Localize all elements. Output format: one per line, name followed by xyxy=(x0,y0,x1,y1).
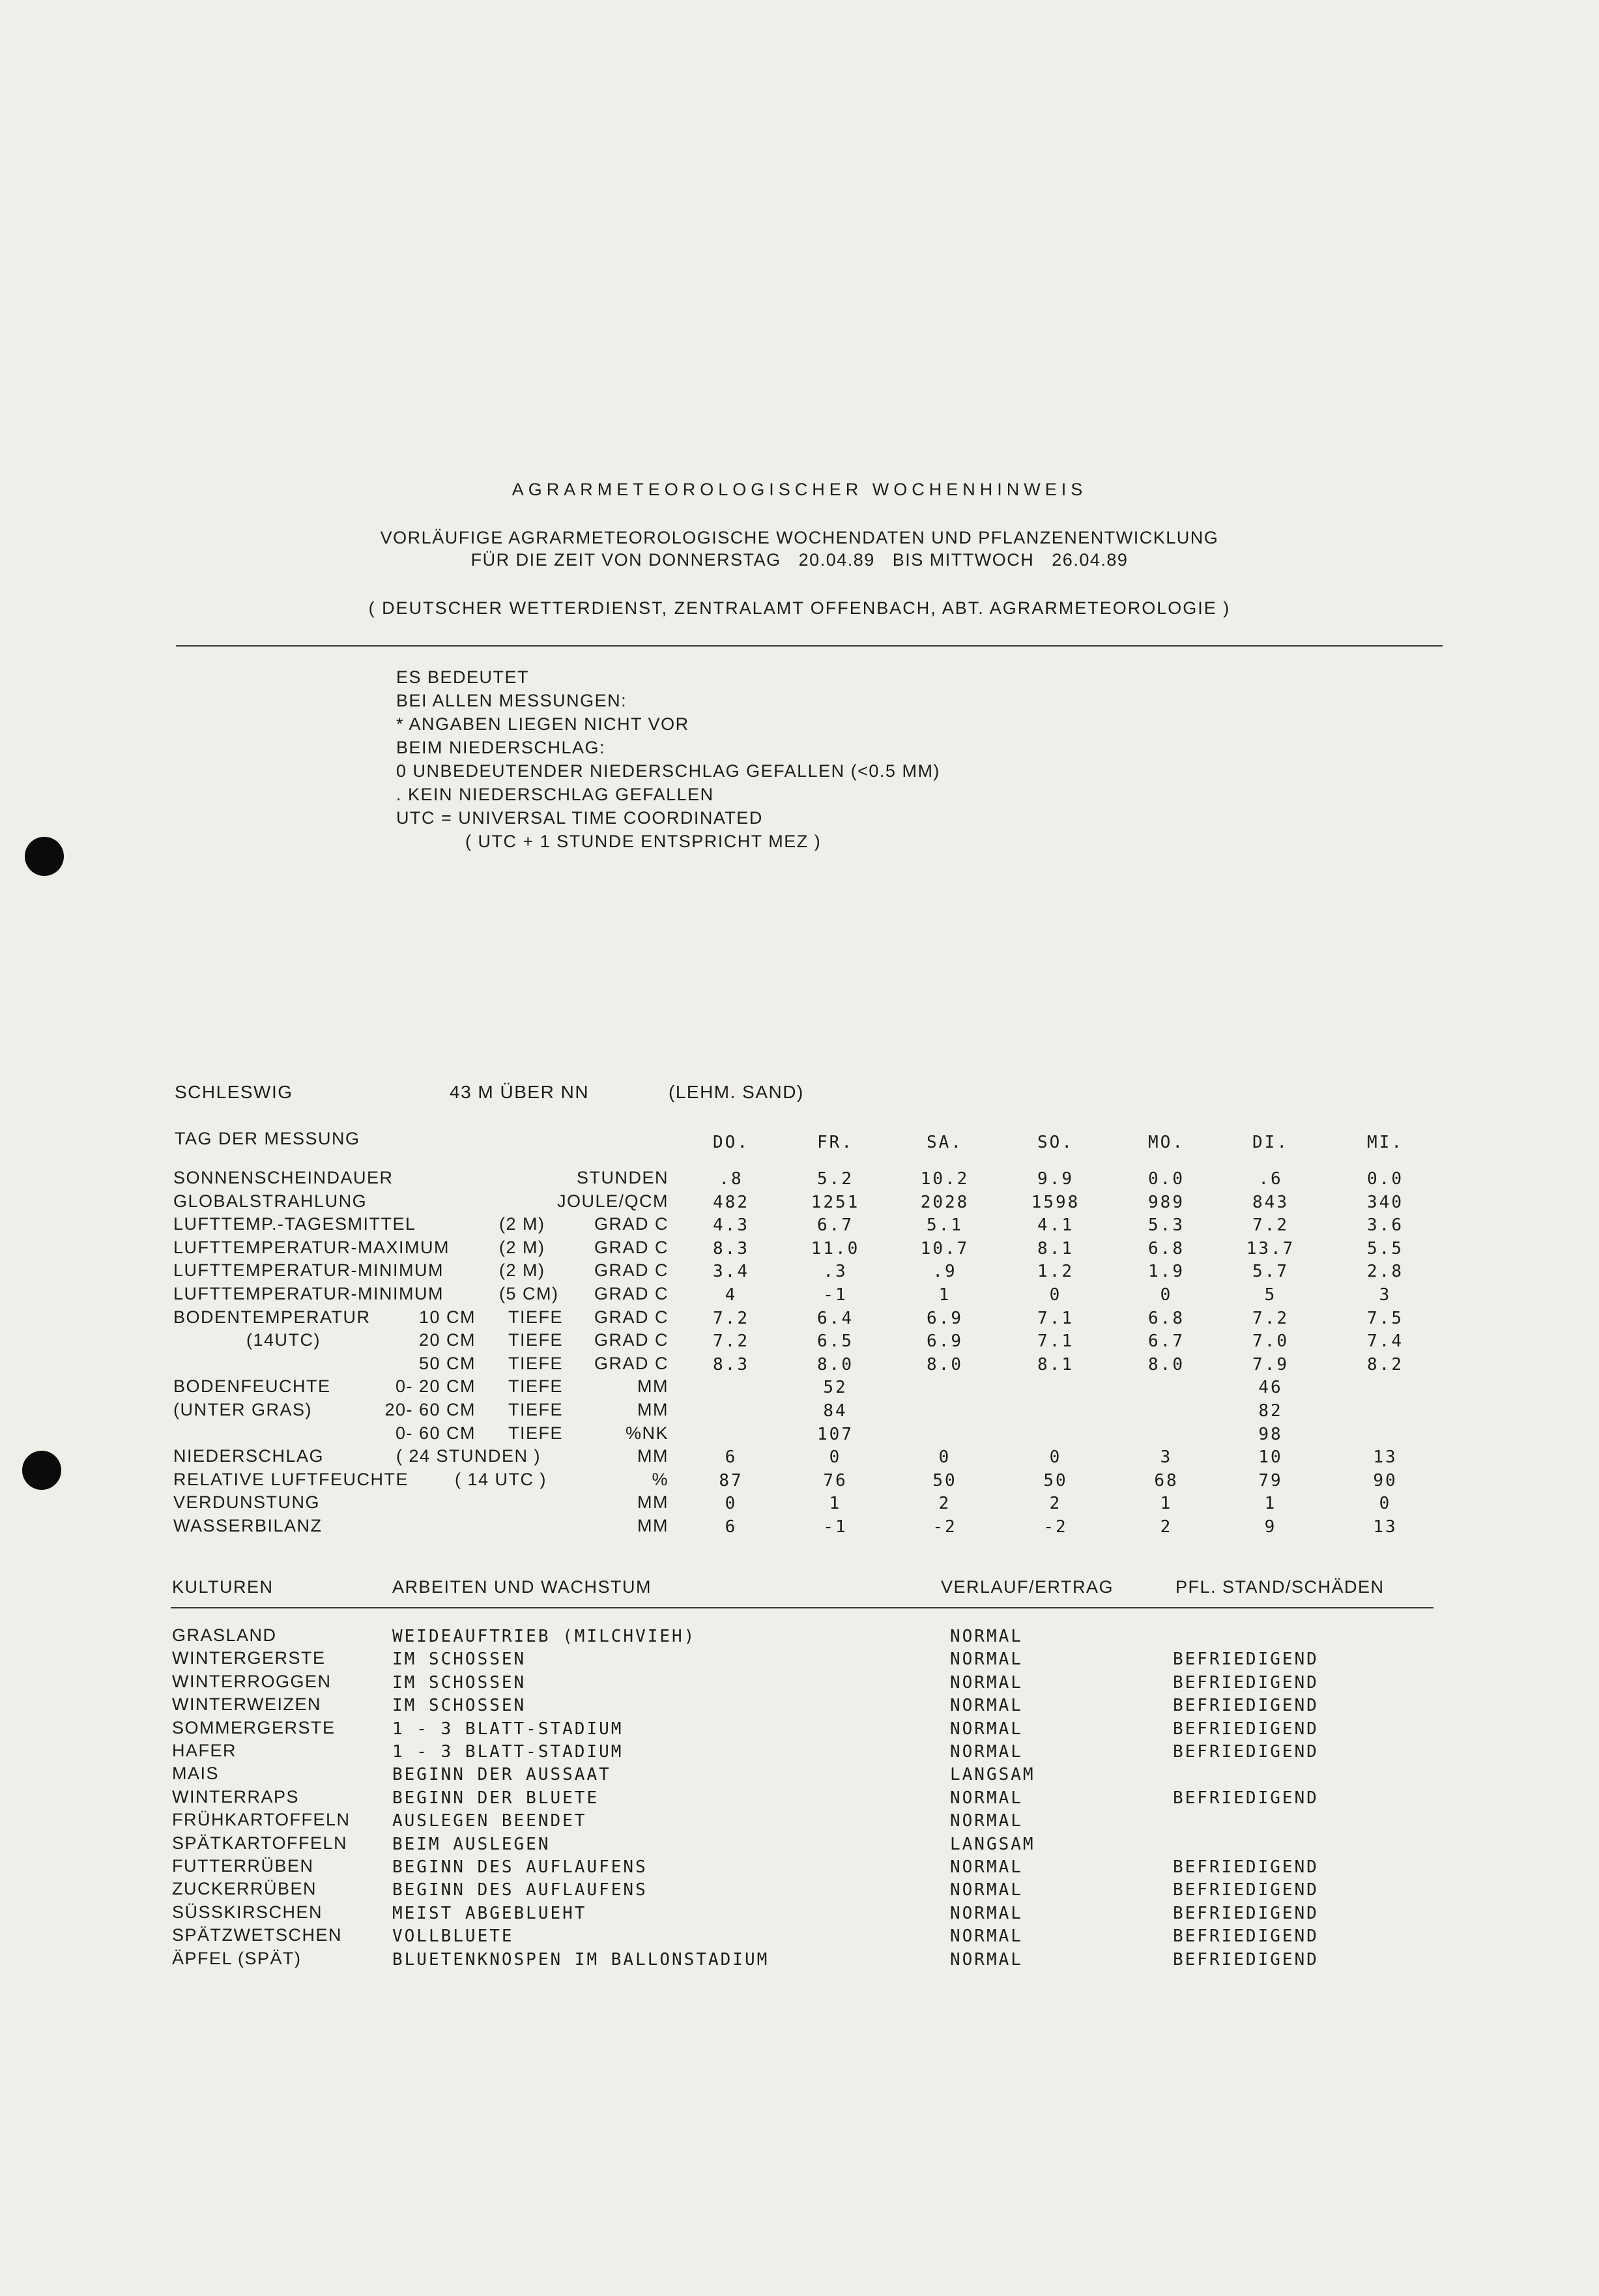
crop-course: NORMAL xyxy=(950,1649,1023,1670)
data-cell: 90 xyxy=(1373,1470,1398,1490)
data-cell: 68 xyxy=(1154,1470,1179,1490)
data-cell: 0 xyxy=(1049,1447,1062,1468)
row-depth: 10 CM xyxy=(418,1307,476,1327)
data-cell: 482 xyxy=(713,1192,749,1212)
data-cell: 6.8 xyxy=(1148,1308,1185,1328)
data-cell: 1 xyxy=(1160,1494,1173,1514)
data-cell: 0 xyxy=(1160,1285,1173,1305)
crop-name: GRASLAND xyxy=(172,1625,277,1645)
data-cell: 10.2 xyxy=(920,1169,970,1189)
data-cell: 8.1 xyxy=(1037,1238,1074,1258)
row-unit: MM xyxy=(637,1376,669,1397)
document-subtitle: VORLÄUFIGE AGRARMETEOROLOGISCHE WOCHENDATEN UND PFLANZENENTWICKLUNG xyxy=(380,528,1219,547)
crop-work: BEGINN DER AUSSAAT xyxy=(392,1765,611,1785)
data-cell: 5.3 xyxy=(1148,1215,1185,1236)
crop-course: NORMAL xyxy=(950,1788,1023,1808)
data-cell: 8.0 xyxy=(817,1354,854,1374)
crop-name: ÄPFEL (SPÄT) xyxy=(172,1948,302,1968)
data-cell: 1 xyxy=(829,1494,842,1514)
crop-name: WINTERROGGEN xyxy=(172,1671,332,1691)
day-header: SA. xyxy=(927,1133,963,1152)
crop-state: BEFRIEDIGEND xyxy=(1173,1903,1319,1923)
period-prefix: FÜR DIE ZEIT VON DONNERSTAG xyxy=(470,550,781,570)
row-depth: 0- 60 CM xyxy=(395,1423,476,1443)
crop-course: NORMAL xyxy=(950,1811,1023,1831)
data-cell: 1 xyxy=(938,1285,951,1305)
data-cell: -1 xyxy=(823,1517,848,1537)
date-from: 20.04.89 xyxy=(798,550,875,570)
row-label: (14UTC) xyxy=(246,1330,321,1350)
legend-line: . KEIN NIEDERSCHLAG GEFALLEN xyxy=(396,785,714,804)
data-cell: 2 xyxy=(1049,1494,1062,1514)
data-cell: 2028 xyxy=(920,1192,970,1212)
crop-work: BLUETENKNOSPEN IM BALLONSTADIUM xyxy=(392,1949,770,1969)
row-unit: GRAD C xyxy=(594,1214,669,1234)
data-cell: 10.7 xyxy=(920,1238,970,1258)
report-period xyxy=(0,550,1599,570)
data-cell: 79 xyxy=(1258,1470,1283,1490)
data-cell: 0 xyxy=(1049,1285,1062,1305)
row-sublabel: ( 14 UTC ) xyxy=(455,1469,547,1489)
row-sublabel: (2 M) xyxy=(499,1260,545,1281)
row-depth: 50 CM xyxy=(418,1353,476,1373)
data-cell: 3.6 xyxy=(1367,1215,1404,1236)
row-tiefe: TIEFE xyxy=(508,1423,564,1443)
crop-work: VOLLBLUETE xyxy=(392,1926,514,1947)
crop-course: NORMAL xyxy=(950,1672,1023,1693)
crops-header-rule xyxy=(171,1607,1433,1608)
data-cell: 7.1 xyxy=(1037,1331,1074,1352)
data-cell: 8.2 xyxy=(1367,1354,1404,1374)
data-cell: 5.1 xyxy=(927,1215,963,1236)
data-cell: 4.3 xyxy=(713,1215,749,1236)
row-label: BODENTEMPERATUR xyxy=(173,1307,371,1327)
data-cell: 6.8 xyxy=(1148,1238,1185,1258)
data-cell: 6.7 xyxy=(817,1215,854,1236)
crop-course: NORMAL xyxy=(950,1627,1023,1646)
crop-name: FUTTERRÜBEN xyxy=(172,1856,314,1876)
data-cell: 0 xyxy=(1379,1494,1392,1514)
data-cell: 0 xyxy=(829,1447,842,1468)
row-tiefe: TIEFE xyxy=(508,1330,564,1350)
punch-hole-bottom xyxy=(22,1451,61,1490)
row-label: (UNTER GRAS) xyxy=(173,1400,312,1419)
crop-name: SPÄTZWETSCHEN xyxy=(172,1925,343,1945)
document-source: ( DEUTSCHER WETTERDIENST, ZENTRALAMT OFFENBACH, ABT. AGRARMETEOROLOGIE ) xyxy=(368,598,1231,618)
data-cell: 5.2 xyxy=(817,1169,854,1189)
data-cell: 7.2 xyxy=(1252,1215,1289,1236)
crop-name: SÜSSKIRSCHEN xyxy=(172,1902,323,1922)
row-label: BODENFEUCHTE xyxy=(173,1376,331,1397)
crop-work: BEGINN DER BLUETE xyxy=(392,1788,599,1808)
data-cell: 76 xyxy=(823,1470,848,1490)
data-cell: 84 xyxy=(823,1401,848,1421)
row-label: LUFTTEMP.-TAGESMITTEL xyxy=(173,1214,416,1234)
legend-line: * ANGABEN LIEGEN NICHT VOR xyxy=(396,714,689,734)
data-cell: 107 xyxy=(817,1424,854,1444)
data-cell: 989 xyxy=(1148,1192,1185,1212)
legend-line: BEI ALLEN MESSUNGEN: xyxy=(396,691,627,710)
crop-state: BEFRIEDIGEND xyxy=(1173,1949,1319,1969)
row-sublabel: ( 24 STUNDEN ) xyxy=(396,1446,541,1466)
crop-name: MAIS xyxy=(172,1764,220,1784)
row-label: GLOBALSTRAHLUNG xyxy=(173,1191,367,1211)
data-cell: 98 xyxy=(1258,1424,1283,1444)
crop-work: 1 - 3 BLATT-STADIUM xyxy=(392,1742,624,1762)
legend-line: ES BEDEUTET xyxy=(396,667,530,687)
crop-course: LANGSAM xyxy=(950,1834,1035,1854)
row-label: LUFTTEMPERATUR-MINIMUM xyxy=(173,1260,444,1281)
data-cell: 52 xyxy=(823,1378,848,1398)
station-name: SCHLESWIG xyxy=(175,1082,293,1102)
data-cell: .8 xyxy=(719,1169,743,1189)
data-cell: 8.3 xyxy=(713,1238,749,1258)
crop-state: BEFRIEDIGEND xyxy=(1173,1880,1319,1900)
data-cell: 50 xyxy=(932,1470,957,1490)
station-altitude: 43 M ÜBER NN xyxy=(450,1082,590,1102)
crop-state: BEFRIEDIGEND xyxy=(1173,1672,1319,1693)
data-cell: 1.9 xyxy=(1148,1262,1185,1282)
data-cell: 87 xyxy=(719,1470,743,1490)
crop-state: BEFRIEDIGEND xyxy=(1173,1857,1319,1877)
row-sublabel: (2 M) xyxy=(499,1214,545,1234)
row-unit: JOULE/QCM xyxy=(556,1191,669,1211)
row-unit: GRAD C xyxy=(594,1307,669,1327)
period-middle: BIS MITTWOCH xyxy=(892,550,1035,570)
crop-name: SPÄTKARTOFFELN xyxy=(172,1833,348,1853)
day-header: DI. xyxy=(1252,1133,1289,1152)
data-cell: 4.1 xyxy=(1037,1215,1074,1236)
legend-line: 0 UNBEDEUTENDER NIEDERSCHLAG GEFALLEN (<0.5 MM) xyxy=(396,761,940,781)
legend-line: UTC = UNIVERSAL TIME COORDINATED xyxy=(396,808,763,828)
data-cell: 7.2 xyxy=(713,1308,749,1328)
data-cell: 6.4 xyxy=(817,1308,854,1328)
crop-state: BEFRIEDIGEND xyxy=(1173,1649,1319,1670)
day-header: SO. xyxy=(1037,1133,1074,1152)
crop-name: FRÜHKARTOFFELN xyxy=(172,1810,351,1830)
day-header: MI. xyxy=(1367,1133,1404,1152)
row-label: NIEDERSCHLAG xyxy=(173,1446,324,1466)
crop-work: BEIM AUSLEGEN xyxy=(392,1834,551,1854)
data-cell: -2 xyxy=(1043,1517,1068,1537)
data-cell: 7.2 xyxy=(713,1331,749,1352)
data-cell: 5.5 xyxy=(1367,1238,1404,1258)
data-cell: 1 xyxy=(1264,1494,1277,1514)
data-cell: .3 xyxy=(823,1262,848,1282)
data-cell: 6 xyxy=(725,1447,738,1468)
row-unit: GRAD C xyxy=(594,1353,669,1373)
row-unit: GRAD C xyxy=(594,1284,669,1303)
crop-work: BEGINN DES AUFLAUFENS xyxy=(392,1880,648,1900)
data-cell: 13 xyxy=(1373,1447,1398,1468)
data-cell: 7.2 xyxy=(1252,1308,1289,1328)
data-cell: 1.2 xyxy=(1037,1262,1074,1282)
crop-name: WINTERRAPS xyxy=(172,1786,300,1807)
data-cell: 2.8 xyxy=(1367,1262,1404,1282)
data-cell: 5.7 xyxy=(1252,1262,1289,1282)
crop-course: NORMAL xyxy=(950,1696,1023,1716)
data-cell: 50 xyxy=(1043,1470,1068,1490)
data-cell: 4 xyxy=(725,1285,738,1305)
row-label: RELATIVE LUFTFEUCHTE xyxy=(173,1469,409,1489)
data-cell: 0.0 xyxy=(1148,1169,1185,1189)
data-cell: 0.0 xyxy=(1367,1169,1404,1189)
data-cell: 13 xyxy=(1373,1517,1398,1537)
crop-course: NORMAL xyxy=(950,1903,1023,1923)
station-soil: (LEHM. SAND) xyxy=(669,1082,804,1102)
date-to: 26.04.89 xyxy=(1052,550,1129,570)
row-unit: GRAD C xyxy=(594,1237,669,1257)
row-tiefe: TIEFE xyxy=(508,1400,564,1419)
legend-line: BEIM NIEDERSCHLAG: xyxy=(396,738,606,757)
row-unit: % xyxy=(652,1469,669,1489)
row-unit: MM xyxy=(637,1492,669,1513)
crop-name: WINTERGERSTE xyxy=(172,1648,326,1668)
data-cell: 9.9 xyxy=(1037,1169,1074,1189)
data-cell: 3 xyxy=(1379,1285,1392,1305)
crops-column-header: KULTUREN xyxy=(172,1577,274,1597)
day-header: DO. xyxy=(713,1133,749,1152)
row-tiefe: TIEFE xyxy=(508,1376,564,1397)
crop-state: BEFRIEDIGEND xyxy=(1173,1742,1319,1762)
row-depth: 20 CM xyxy=(418,1330,476,1350)
row-unit: %NK xyxy=(625,1423,669,1443)
row-unit: GRAD C xyxy=(594,1330,669,1350)
punch-hole-top xyxy=(25,837,64,876)
row-tiefe: TIEFE xyxy=(508,1353,564,1373)
data-cell: 0 xyxy=(938,1447,951,1468)
row-unit: MM xyxy=(637,1516,669,1535)
crops-column-header: ARBEITEN UND WACHSTUM xyxy=(392,1577,652,1597)
header-divider xyxy=(176,645,1443,647)
row-unit: MM xyxy=(637,1446,669,1466)
data-cell: 8.1 xyxy=(1037,1354,1074,1374)
data-cell: 9 xyxy=(1264,1517,1277,1537)
crop-work: WEIDEAUFTRIEB (MILCHVIEH) xyxy=(392,1627,697,1646)
data-cell: 2 xyxy=(938,1494,951,1514)
crop-state: BEFRIEDIGEND xyxy=(1173,1696,1319,1716)
data-cell: .9 xyxy=(932,1262,957,1282)
crop-name: SOMMERGERSTE xyxy=(172,1717,336,1737)
crop-state: BEFRIEDIGEND xyxy=(1173,1788,1319,1808)
data-cell: 6.5 xyxy=(817,1331,854,1352)
crop-state: BEFRIEDIGEND xyxy=(1173,1926,1319,1947)
data-cell: 843 xyxy=(1252,1192,1289,1212)
crop-course: NORMAL xyxy=(950,1926,1023,1947)
row-label: VERDUNSTUNG xyxy=(173,1492,321,1513)
data-cell: 8.0 xyxy=(1148,1354,1185,1374)
row-depth: 20- 60 CM xyxy=(384,1400,476,1419)
crop-course: LANGSAM xyxy=(950,1765,1035,1785)
data-cell: 82 xyxy=(1258,1401,1283,1421)
crop-work: IM SCHOSSEN xyxy=(392,1649,526,1670)
data-cell: 3 xyxy=(1160,1447,1173,1468)
data-cell: 8.3 xyxy=(713,1354,749,1374)
data-cell: 11.0 xyxy=(811,1238,860,1258)
row-unit: STUNDEN xyxy=(576,1168,669,1187)
crop-work: 1 - 3 BLATT-STADIUM xyxy=(392,1719,624,1739)
crop-name: WINTERWEIZEN xyxy=(172,1694,321,1715)
document-title: AGRARMETEOROLOGISCHER WOCHENHINWEIS xyxy=(511,480,1088,499)
data-cell: 6.9 xyxy=(927,1331,963,1352)
data-cell: 7.4 xyxy=(1367,1331,1404,1352)
data-cell: 2 xyxy=(1160,1517,1173,1537)
crop-work: MEIST ABGEBLUEHT xyxy=(392,1903,587,1923)
data-cell: 6.9 xyxy=(927,1308,963,1328)
data-cell: 3.4 xyxy=(713,1262,749,1282)
crop-course: NORMAL xyxy=(950,1742,1023,1762)
row-label: SONNENSCHEINDAUER xyxy=(173,1168,394,1187)
legend-line: ( UTC + 1 STUNDE ENTSPRICHT MEZ ) xyxy=(465,832,822,851)
data-cell: 5 xyxy=(1264,1285,1277,1305)
crops-column-header: VERLAUF/ERTRAG xyxy=(941,1577,1114,1597)
data-cell: 340 xyxy=(1367,1192,1404,1212)
crop-work: BEGINN DES AUFLAUFENS xyxy=(392,1857,648,1877)
data-cell: .6 xyxy=(1258,1169,1283,1189)
data-cell: -2 xyxy=(932,1517,957,1537)
crop-work: IM SCHOSSEN xyxy=(392,1696,526,1716)
data-cell: 10 xyxy=(1258,1447,1283,1468)
day-header: MO. xyxy=(1148,1133,1185,1152)
row-sublabel: (5 CM) xyxy=(499,1284,559,1303)
crop-course: NORMAL xyxy=(950,1857,1023,1877)
crop-work: IM SCHOSSEN xyxy=(392,1672,526,1693)
row-label: WASSERBILANZ xyxy=(173,1516,323,1535)
data-cell: 1598 xyxy=(1031,1192,1080,1212)
row-label: LUFTTEMPERATUR-MAXIMUM xyxy=(173,1237,450,1257)
crop-state: BEFRIEDIGEND xyxy=(1173,1719,1319,1739)
data-cell: 6 xyxy=(725,1517,738,1537)
data-cell: 7.1 xyxy=(1037,1308,1074,1328)
data-cell: 7.0 xyxy=(1252,1331,1289,1352)
data-cell: 13.7 xyxy=(1246,1238,1295,1258)
row-unit: MM xyxy=(637,1400,669,1419)
data-cell: 8.0 xyxy=(927,1354,963,1374)
day-header: FR. xyxy=(817,1133,854,1152)
row-sublabel: (2 M) xyxy=(499,1237,545,1257)
data-cell: 1251 xyxy=(811,1192,860,1212)
data-cell: 7.9 xyxy=(1252,1354,1289,1374)
crop-course: NORMAL xyxy=(950,1949,1023,1969)
data-cell: 7.5 xyxy=(1367,1308,1404,1328)
days-label: TAG DER MESSUNG xyxy=(175,1129,360,1148)
data-cell: 46 xyxy=(1258,1378,1283,1398)
data-cell: 0 xyxy=(725,1494,738,1514)
data-cell: 6.7 xyxy=(1148,1331,1185,1352)
crop-course: NORMAL xyxy=(950,1880,1023,1900)
row-label: LUFTTEMPERATUR-MINIMUM xyxy=(173,1284,444,1303)
crop-name: HAFER xyxy=(172,1741,237,1760)
crops-column-header: PFL. STAND/SCHÄDEN xyxy=(1175,1577,1385,1597)
row-depth: 0- 20 CM xyxy=(395,1376,476,1397)
crop-name: ZUCKERRÜBEN xyxy=(172,1879,317,1899)
row-tiefe: TIEFE xyxy=(508,1307,564,1327)
row-unit: GRAD C xyxy=(594,1260,669,1281)
data-cell: -1 xyxy=(823,1285,848,1305)
crop-course: NORMAL xyxy=(950,1719,1023,1739)
crop-work: AUSLEGEN BEENDET xyxy=(392,1811,587,1831)
